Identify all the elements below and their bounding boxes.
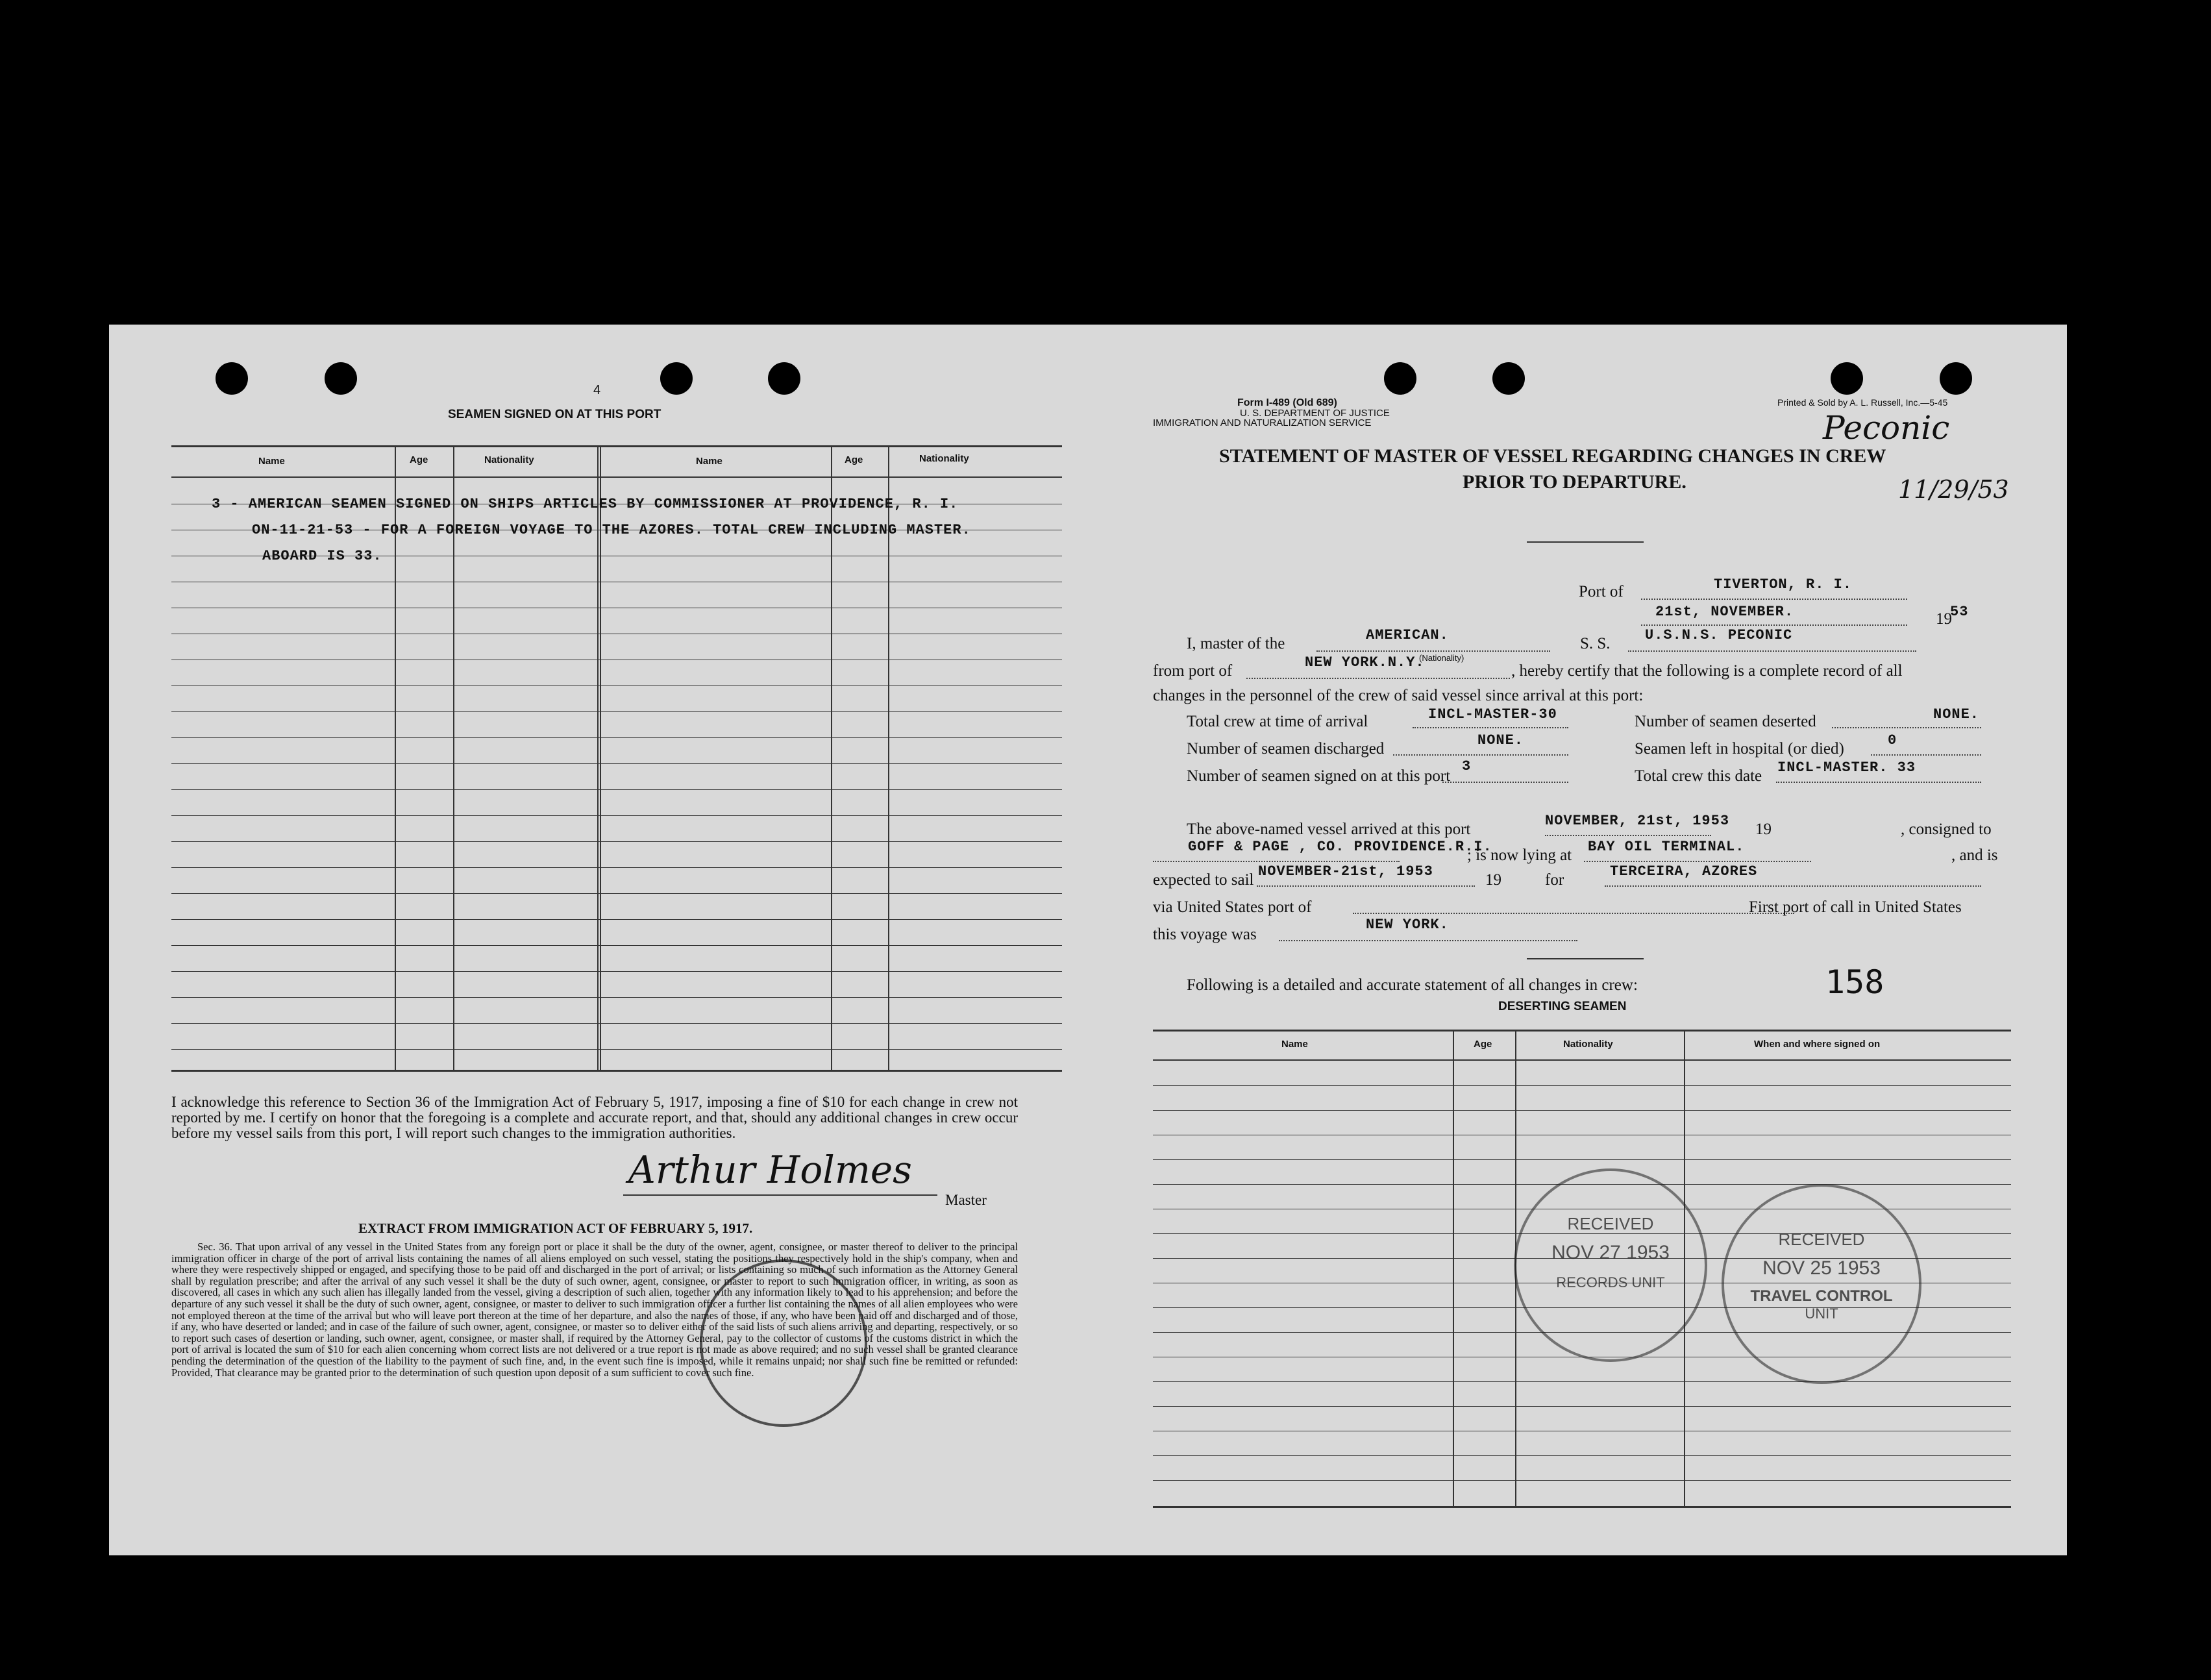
form-title: STATEMENT OF MASTER OF VESSEL REGARDING CHANGES IN CREW	[1219, 445, 1886, 467]
stamp-line: RECORDS UNIT	[1556, 1274, 1665, 1291]
nationality-caption: (Nationality)	[1419, 653, 1464, 663]
left-page	[109, 325, 1096, 1555]
service: IMMIGRATION AND NATURALIZATION SERVICE	[1153, 417, 1372, 428]
page-number: 4	[593, 383, 601, 397]
consigned-label: , consigned to	[1901, 821, 1992, 838]
department: U. S. DEPARTMENT OF JUSTICE	[1240, 408, 1390, 419]
table-rule	[171, 737, 1062, 738]
table-rule	[171, 919, 1062, 920]
signed-on-value: 3	[1462, 758, 1472, 774]
table-rule	[1153, 1110, 2011, 1111]
following-label: Following is a detailed and accurate statement of all changes in crew:	[1187, 976, 1638, 994]
right-page	[1096, 325, 2067, 1555]
column-header: When and where signed on	[1754, 1039, 1881, 1050]
year-suffix: 53	[1950, 604, 1969, 620]
consignee-value: GOFF & PAGE , CO. PROVIDENCE.R.I.	[1188, 839, 1492, 855]
voyage-value: NEW YORK.	[1366, 917, 1449, 933]
section-title: SEAMEN SIGNED ON AT THIS PORT	[448, 408, 661, 421]
expected-label: expected to sail	[1153, 871, 1254, 889]
table-rule	[171, 997, 1062, 998]
table-rule	[1153, 1406, 2011, 1407]
arrived-19: 19	[1755, 821, 1772, 838]
typed-line: ON-11-21-53 - FOR A FOREIGN VOYAGE TO THE AZORES. TOTAL CREW INCLUDING MASTER.	[252, 522, 971, 538]
vessel-value: U.S.N.S. PECONIC	[1645, 627, 1793, 643]
table-rule	[171, 711, 1062, 712]
column-header: Age	[410, 454, 428, 465]
typed-line: 3 - AMERICAN SEAMEN SIGNED ON SHIPS ARTICLES BY COMMISSIONER AT PROVIDENCE, R. I.	[212, 496, 959, 512]
table-rule	[171, 1070, 1062, 1072]
total-crew-date-label: Total crew this date	[1635, 767, 1762, 785]
extract-title: EXTRACT FROM IMMIGRATION ACT OF FEBRUARY 5, 1917.	[358, 1220, 753, 1236]
form-title-line2: PRIOR TO DEPARTURE.	[1463, 471, 1686, 493]
total-crew-arrival-label: Total crew at time of arrival	[1187, 713, 1368, 730]
certify-text: , hereby certify that the following is a complete record of all	[1511, 662, 1903, 680]
discharged-value: NONE.	[1477, 732, 1524, 748]
expected-19: 19	[1485, 871, 1501, 889]
table-rule	[171, 841, 1062, 842]
column-header: Nationality	[1563, 1039, 1613, 1050]
received-stamp-travel-control	[1722, 1184, 1921, 1384]
table-rule	[1153, 1480, 2011, 1481]
arrived-value: NOVEMBER, 21st, 1953	[1545, 813, 1730, 829]
stamp-date: NOV 25 1953	[1762, 1257, 1881, 1279]
table-rule	[1153, 1455, 2011, 1456]
for-label: for	[1545, 871, 1564, 889]
stamp-line: UNIT	[1805, 1305, 1838, 1322]
table-column-rule	[1453, 1030, 1454, 1507]
extract-text: Sec. 36. That upon arrival of any vessel in the United States from any foreign port or place it shall be the duty of the owner, agent, consignee, or master thereof to deliver to the principal immigration officer in charge of the port of arrival lists containing the names of all aliens employed on such vessel, stating the positions they respectively hold in the ship's company, when and where they were respectively shipped or engaged, and specifying those to be paid off and discharged in the port of arrival; or lists containing so much of such information as the Attorney General shall by regulation prescribe; and after the arrival of any such vessel it shall be the duty of such owner, agent, consignee, or master to report to such immigration officer, in writing, as soon as discovered, all cases in which any such alien has illegally landed from the vessel, giving a description of such alien, together with any information likely to lead to his apprehension; and before the departure of any such vessel it shall be the duty of such owner, agent, consignee, or master to deliver to such immigration officer a further list containing the names of all alien employees who were not employed thereon at the time of the arrival but who will leave port thereon at the time of her departure, and also the names of those, if any, who have been paid off and discharged and of those, if any, who have deserted or landed; and in case of the failure of such owner, agent, consignee, or master so to deliver either of the said lists of such aliens arriving and departing, respectively, or so to report such cases of desertion or landing, such owner, agent, consignee, or master shall, if required by the Attorney General, pay to the collector of customs of the customs district in which the port of arrival is located the sum of $10 for each alien concerning whom correct lists are not delivered or a true report is not made as above required; and no such vessel shall be granted clearance pending the determination of the question of the liability to the payment of such fine, and, in the event such fine is imposed, while it remains unpaid; nor shall such fine be remitted or refunded: Provided, That clearance may be granted prior to the determination of such question upon deposit of a sum sufficient to cover such fine.	[171, 1241, 1018, 1379]
table-rule	[1153, 1159, 2011, 1160]
discharged-label: Number of seamen discharged	[1187, 740, 1385, 758]
port-label: Port of	[1579, 583, 1624, 600]
acknowledgement-text: I acknowledge this reference to Section 36 of the Immigration Act of February 5, 1917, imposing a fine of $10 for each change in crew not reported by me. I certify on honor that the foregoing is a complete and accurate report, and that, should any additional changes in crew occur before my vessel sails from this port, I will report such changes to the immigration authorities.	[171, 1094, 1018, 1141]
stamp-line: TRAVEL CONTROL	[1750, 1287, 1893, 1305]
table-rule	[171, 763, 1062, 764]
table-rule	[171, 1049, 1062, 1050]
typed-line: ABOARD IS 33.	[262, 548, 382, 564]
column-header: Name	[1281, 1039, 1308, 1050]
hospital-value: 0	[1888, 732, 1897, 748]
date-value: 21st, NOVEMBER.	[1655, 604, 1794, 620]
table-column-rule	[453, 445, 454, 1071]
table-rule	[171, 971, 1062, 972]
stamp-date: NOV 27 1953	[1551, 1242, 1670, 1263]
table-column-rule	[600, 445, 601, 1071]
deserted-value: NONE.	[1933, 706, 1980, 723]
punch-hole	[216, 362, 248, 395]
stamp-line: RECEIVED	[1567, 1214, 1654, 1233]
table-rule	[171, 867, 1062, 868]
handwritten-note: Peconic	[1823, 409, 1950, 447]
punch-hole	[1492, 362, 1525, 395]
deserting-title: DESERTING SEAMEN	[1498, 1000, 1627, 1013]
table-rule	[171, 1023, 1062, 1024]
table-rule	[1153, 1085, 2011, 1086]
punch-hole	[1940, 362, 1972, 395]
table-rule	[1153, 1381, 2011, 1382]
signed-on-label: Number of seamen signed on at this port	[1187, 767, 1451, 785]
voyage-label: this voyage was	[1153, 926, 1257, 943]
handwritten-date: 11/29/53	[1898, 475, 2009, 504]
column-header: Nationality	[919, 453, 969, 464]
punch-hole	[1384, 362, 1416, 395]
and-is-label: , and is	[1951, 846, 1998, 864]
hospital-label: Seamen left in hospital (or died)	[1635, 740, 1844, 758]
column-header: Age	[1474, 1039, 1492, 1050]
table-column-rule	[395, 445, 396, 1071]
table-column-rule	[597, 445, 599, 1071]
lying-label: ; is now lying at	[1467, 846, 1572, 864]
faded-stamp	[700, 1259, 867, 1427]
destination-value: TERCEIRA, AZORES	[1610, 863, 1758, 880]
printer-note: Printed & Sold by A. L. Russell, Inc.—5-45	[1777, 397, 1948, 408]
table-column-rule	[831, 445, 832, 1071]
total-crew-date-value: INCL-MASTER. 33	[1777, 760, 1916, 776]
column-header: Name	[258, 456, 285, 467]
table-rule	[171, 815, 1062, 816]
form-id: Form I-489 (Old 689)	[1237, 397, 1337, 408]
ss-label: S. S.	[1580, 635, 1611, 652]
table-rule	[1153, 1506, 2011, 1508]
certify-text-2: changes in the personnel of the crew of said vessel since arrival at this port:	[1153, 687, 1644, 704]
column-header: Name	[696, 456, 723, 467]
nationality-value: AMERICAN.	[1366, 627, 1449, 643]
arrived-label: The above-named vessel arrived at this port	[1187, 821, 1471, 838]
table-column-rule	[888, 445, 889, 1071]
punch-hole	[768, 362, 800, 395]
received-stamp-records	[1514, 1168, 1707, 1362]
from-port-value: NEW YORK.N.Y.	[1305, 654, 1425, 671]
column-header: Age	[845, 454, 863, 465]
from-port-label: from port of	[1153, 662, 1233, 680]
deserted-label: Number of seamen deserted	[1635, 713, 1816, 730]
master-label: Master	[945, 1192, 987, 1208]
punch-hole	[1831, 362, 1863, 395]
table-rule	[171, 893, 1062, 894]
stamped-number: 158	[1825, 963, 1884, 1001]
table-rule	[171, 945, 1062, 946]
master-signature: Arthur Holmes	[628, 1148, 912, 1192]
stamp-line: RECEIVED	[1778, 1229, 1865, 1249]
total-crew-arrival-value: INCL-MASTER-30	[1428, 706, 1557, 723]
year-prefix: 19	[1936, 610, 1952, 628]
column-header: Nationality	[484, 454, 534, 465]
master-of-label: I, master of the	[1187, 635, 1285, 652]
table-rule	[171, 789, 1062, 790]
punch-hole	[325, 362, 357, 395]
expected-value: NOVEMBER-21st, 1953	[1258, 863, 1433, 880]
punch-hole	[660, 362, 693, 395]
first-port-label: First port of call in United States	[1749, 898, 1962, 916]
lying-at-value: BAY OIL TERMINAL.	[1588, 839, 1745, 855]
port-value: TIVERTON, R. I.	[1714, 576, 1853, 593]
via-label: via United States port of	[1153, 898, 1312, 916]
